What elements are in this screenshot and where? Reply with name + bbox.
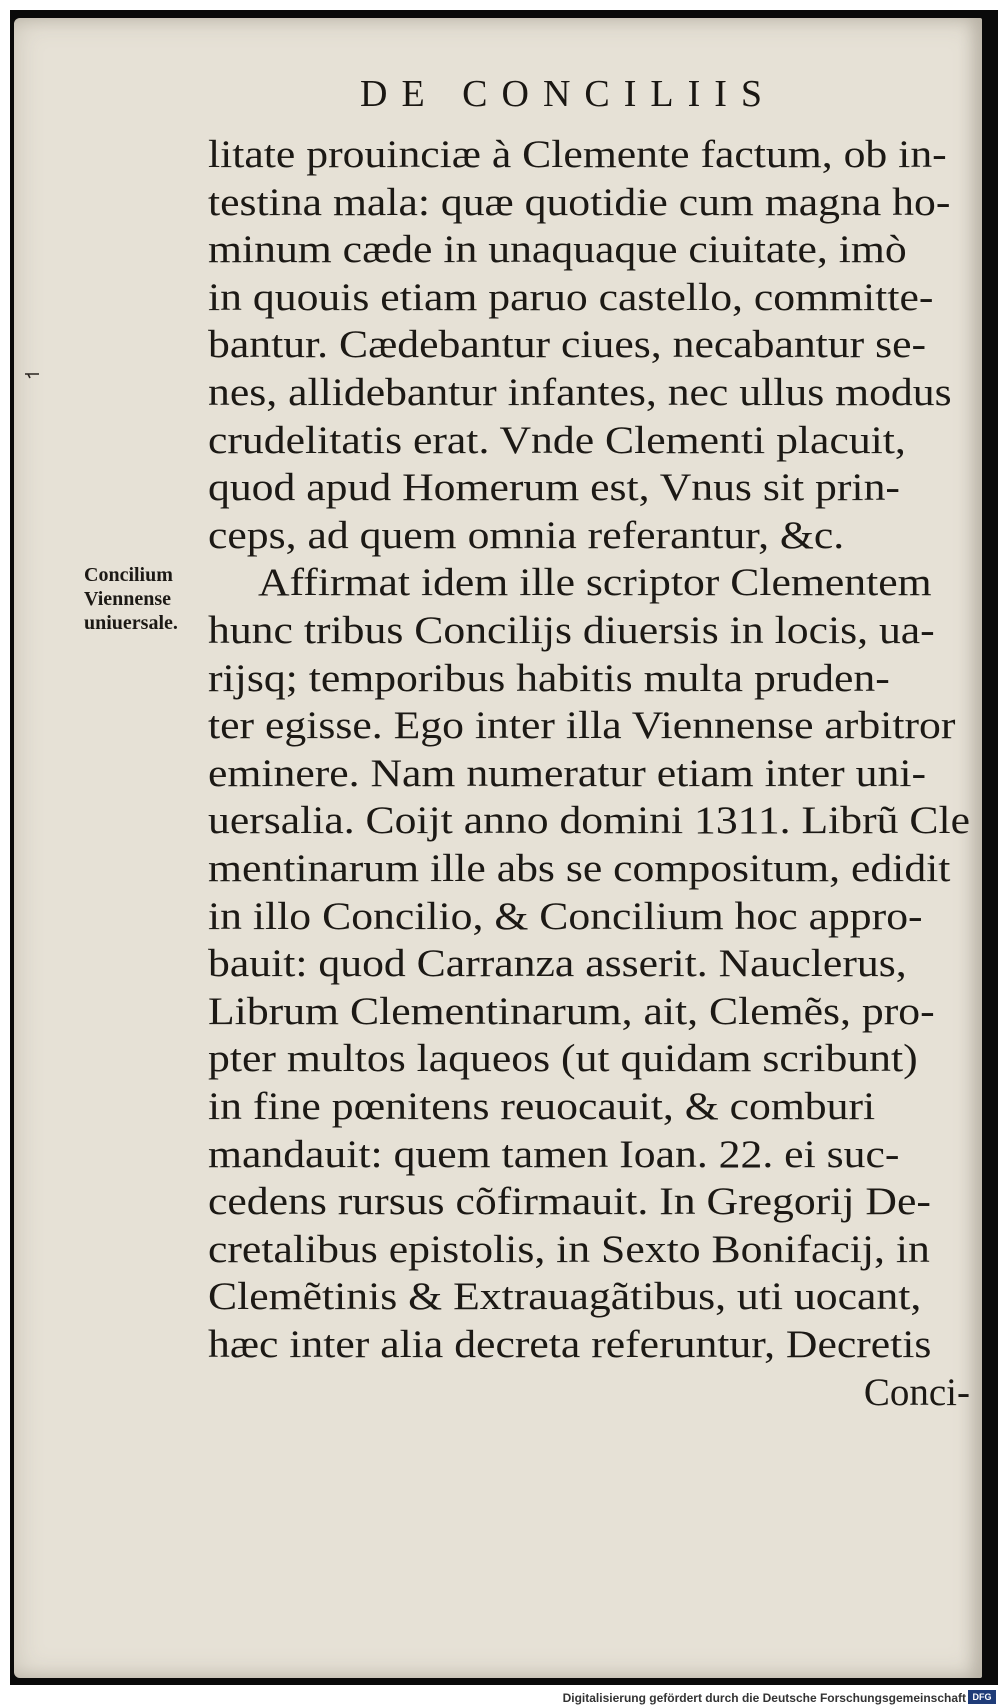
marginal-note-line: Concilium bbox=[84, 564, 173, 586]
body-line: testina mala: quæ quotidie cum magna ho- bbox=[208, 180, 951, 224]
body-line: in fine pœnitens reuocauit, & comburi bbox=[208, 1085, 876, 1128]
body-line: Librum Clementinarum, ait, Clemẽs, pro- bbox=[208, 989, 935, 1033]
body-line: Conci- bbox=[863, 1370, 970, 1414]
body-line: bantur. Cædebantur ciues, necabantur se- bbox=[208, 323, 927, 367]
body-line: pter multos laqueos (ut quidam scribunt) bbox=[208, 1037, 918, 1081]
body-line: ceps, ad quem omnia referantur, &c. bbox=[208, 513, 845, 557]
body-line: hunc tribus Concilijs diuersis in locis, ua- bbox=[208, 609, 935, 652]
body-line: Clemẽtinis & Extrauagãtibus, uti uocant, bbox=[208, 1275, 922, 1319]
body-line: ter egisse. Ego inter illa Viennense arbitror bbox=[208, 704, 956, 748]
body-line: Affirmat idem ille scriptor Clementem bbox=[258, 561, 932, 605]
body-line: in illo Concilio, & Concilium hoc appro- bbox=[208, 894, 923, 938]
body-line: minum cæde in unaquaque ciuitate, imò bbox=[208, 228, 907, 272]
body-line: hæc inter alia decreta referuntur, Decretis bbox=[208, 1323, 932, 1366]
body-line: mentinarum ille abs se compositum, edidit bbox=[208, 847, 951, 890]
marginal-note-line: Viennense bbox=[84, 588, 172, 610]
body-line: crudelitatis erat. Vnde Clementi placuit, bbox=[208, 418, 906, 462]
body-line: eminere. Nam numeratur etiam inter uni- bbox=[208, 751, 927, 795]
body-line: rijsq; temporibus habitis multa pruden- bbox=[208, 656, 890, 700]
body-line: quod apud Homerum est, Vnus sit prin- bbox=[208, 466, 900, 510]
body-line: nes, allidebantur infantes, nec ullus modus bbox=[208, 371, 952, 414]
body-line: cretalibus epistolis, in Sexto Bonifacij, in bbox=[208, 1227, 930, 1271]
dfg-logo: DFG bbox=[968, 1690, 996, 1704]
body-line: bauit: quod Carranza asserit. Nauclerus, bbox=[208, 942, 907, 986]
running-head: DE CONCILIIS bbox=[360, 73, 777, 115]
body-line: uersalia. Coijt anno domini 1311. Librũ Cle bbox=[208, 799, 970, 843]
body-line: litate prouinciæ à Clemente factum, ob in- bbox=[208, 133, 947, 176]
body-line: in quouis etiam paruo castello, committe- bbox=[208, 275, 934, 319]
body-line: cedens rursus cõfirmauit. In Gregorij De- bbox=[208, 1180, 931, 1224]
body-line: mandauit: quem tamen Ioan. 22. ei suc- bbox=[208, 1132, 900, 1176]
marginal-note-line: uniuersale. bbox=[84, 612, 178, 634]
footer-credit: Digitalisierung gefördert durch die Deutsche Forschungsgemeinschaft bbox=[562, 1691, 966, 1705]
